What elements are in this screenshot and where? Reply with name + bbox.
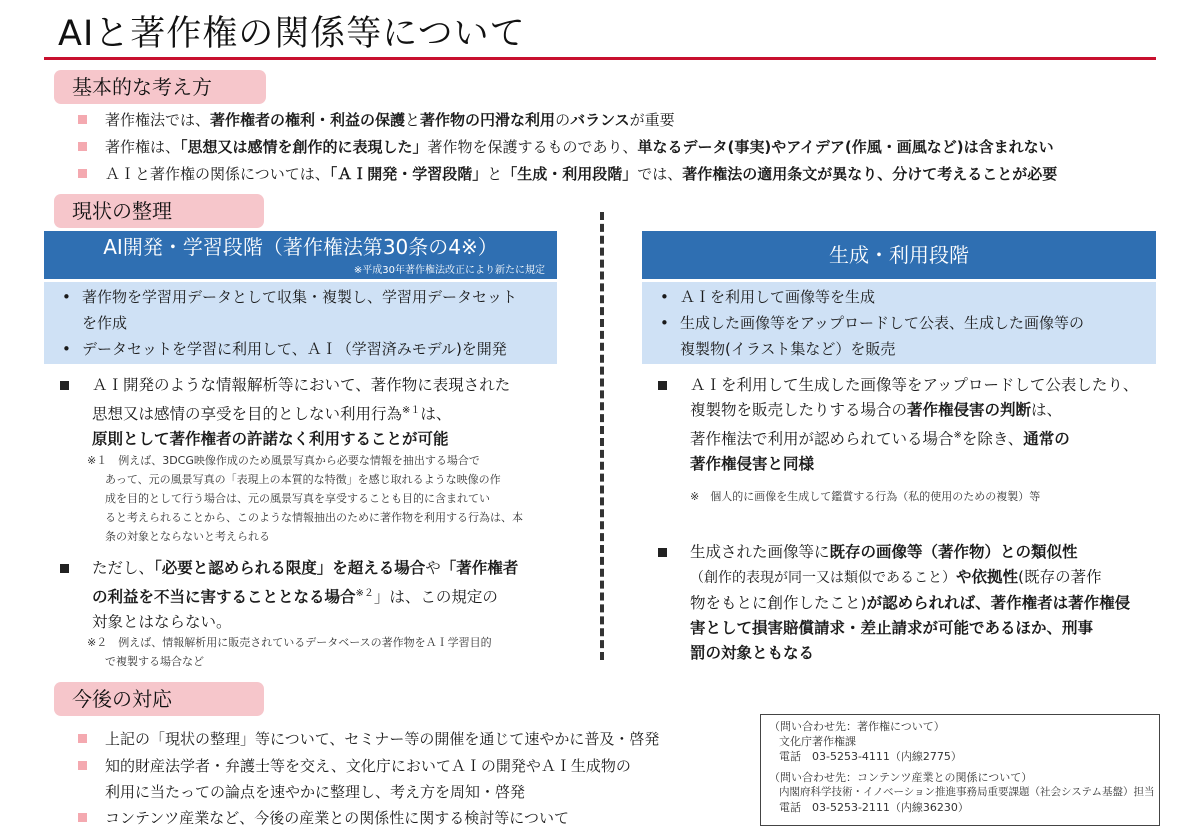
contact-line: 内閣府科学技術・イノベーション推進事務局重要課題（社会システム基盤）担当 [779,786,1155,798]
right-summary-item-2-cont: 複製物(イラスト集など）を販売 [680,340,896,358]
section-heading-basic: 基本的な考え方 [54,70,266,104]
bullet-square-icon [78,734,87,743]
section-heading-current: 現状の整理 [54,194,264,228]
right-summary-item-2: • 生成した画像等をアップロードして公表、生成した画像等の [660,314,1084,332]
left-summary-item-1-cont: を作成 [82,314,128,332]
bullet-square-icon [78,142,87,151]
right-column-summary [642,282,1156,364]
left-block-2: ただし、「必要と認められる限度」を超える場合や「著作権者 の利益を不当に害することとなる場合$^{※2}$」は、この規定の 対象とはならない。 [60,556,560,635]
contact-line: （問い合わせ先：コンテンツ産業との関係について） [769,771,1033,784]
basic-bullet-1: 著作権法では、著作権者の権利・利益の保護と著作物の円滑な利用のバランスが重要 [78,107,675,133]
left-column-summary [44,282,557,364]
future-bullet-1: 上記の「現状の整理」等について、セミナー等の開催を通じて速やかに普及・啓発 [78,726,659,752]
title-underline [44,57,1156,60]
left-column-header [44,231,557,279]
right-block-1: ＡＩを利用して生成した画像等をアップロードして公表したり、 複製物を販売したりする場合の著作権侵害の判断は、 著作権法で利用が認められている場合※を除き、通常の 著作権侵害と同様 [658,373,1158,477]
bullet-square-icon [658,548,667,557]
left-summary-item-2: • データセットを学習に利用して、ＡＩ（学習済みモデル)を開発 [62,340,507,358]
contact-line: （問い合わせ先：著作権について） [769,720,945,733]
bullet-square-icon [78,169,87,178]
bullet-square-icon [60,381,69,390]
left-summary-item-1: • 著作物を学習用データとして収集・複製し、学習用データセット [62,288,518,306]
contact-line: 文化庁著作権課 [779,735,856,748]
contact-line: 電話 03-5253-2111（内線36230） [779,801,969,814]
basic-bullet-3: ＡＩと著作権の関係については、「ＡＩ開発・学習段階」と「生成・利用段階」では、著作権法の適用条文が異なり、分けて考えることが必要 [78,161,1057,187]
future-bullet-2-cont: 利用に当たっての論点を速やかに整理し、考え方を周知・啓発 [105,783,526,801]
contact-box [760,714,1160,826]
left-column-header-title: AI開発・学習段階（著作権法第30条の4※） [103,235,498,259]
right-block-2: 生成された画像等に既存の画像等（著作物）との類似性 （創作的表現が同一又は類似であること）や依拠性(既存の著作 物をもとに創作したこと)が認められれば、著作権者は著作権侵 害として損害賠償請求・差止請求が可能であるほか、刑事 罰の対象ともなる [658,540,1158,666]
bullet-square-icon [78,761,87,770]
basic-bullet-2: 著作権は、「思想又は感情を創作的に表現した」著作物を保護するものであり、単なるデータ(事実)やアイデア(作風・画風など)は含まれない [78,134,1054,160]
column-divider [600,212,604,660]
left-note-1: ※１ 例えば、3DCG映像作成のため風景写真から必要な情報を抽出する場合で あって、元の風景写真の「表現上の本質的な特徴」を感じ取れるような映像の作 成を目的として行う場合は、元の風景写真を享受することも目的に含まれてい ると考えられることから、このような情報抽出のために著作物を利用する行為は、本 条の対象とならないと考えられる [87,454,523,543]
future-bullet-3: コンテンツ産業など、今後の産業との関係性に関する検討等について [78,805,569,831]
right-summary-item-1: • ＡＩを利用して画像等を生成 [660,288,876,306]
left-column-header-note: ※平成30年著作権法改正により新たに規定 [353,265,545,276]
contact-line: 電話 03-5253-4111（内線2775） [779,750,962,763]
left-block-1: ＡＩ開発のような情報解析等において、著作物に表現された 思想又は感情の享受を目的としない利用行為$^{※1}$は、 原則として著作権者の許諾なく利用することが可能 [60,373,560,452]
left-note-2: ※２ 例えば、情報解析用に販売されているデータベースの著作物をＡＩ学習目的 で複製する場合など [87,636,492,668]
bullet-square-icon [78,115,87,124]
right-column-header: 生成・利用段階 [642,231,1156,279]
future-bullet-2: 知的財産法学者・弁護士等を交え、文化庁においてＡＩの開発やＡＩ生成物の [78,753,631,779]
bullet-square-icon [78,813,87,822]
right-note-1: ※ 個人的に画像を生成して鑑賞する行為（私的使用のための複製）等 [690,490,1041,503]
section-heading-future: 今後の対応 [54,682,264,716]
bullet-square-icon [60,564,69,573]
bullet-square-icon [658,381,667,390]
page-title: AIと著作権の関係等について [58,14,526,54]
